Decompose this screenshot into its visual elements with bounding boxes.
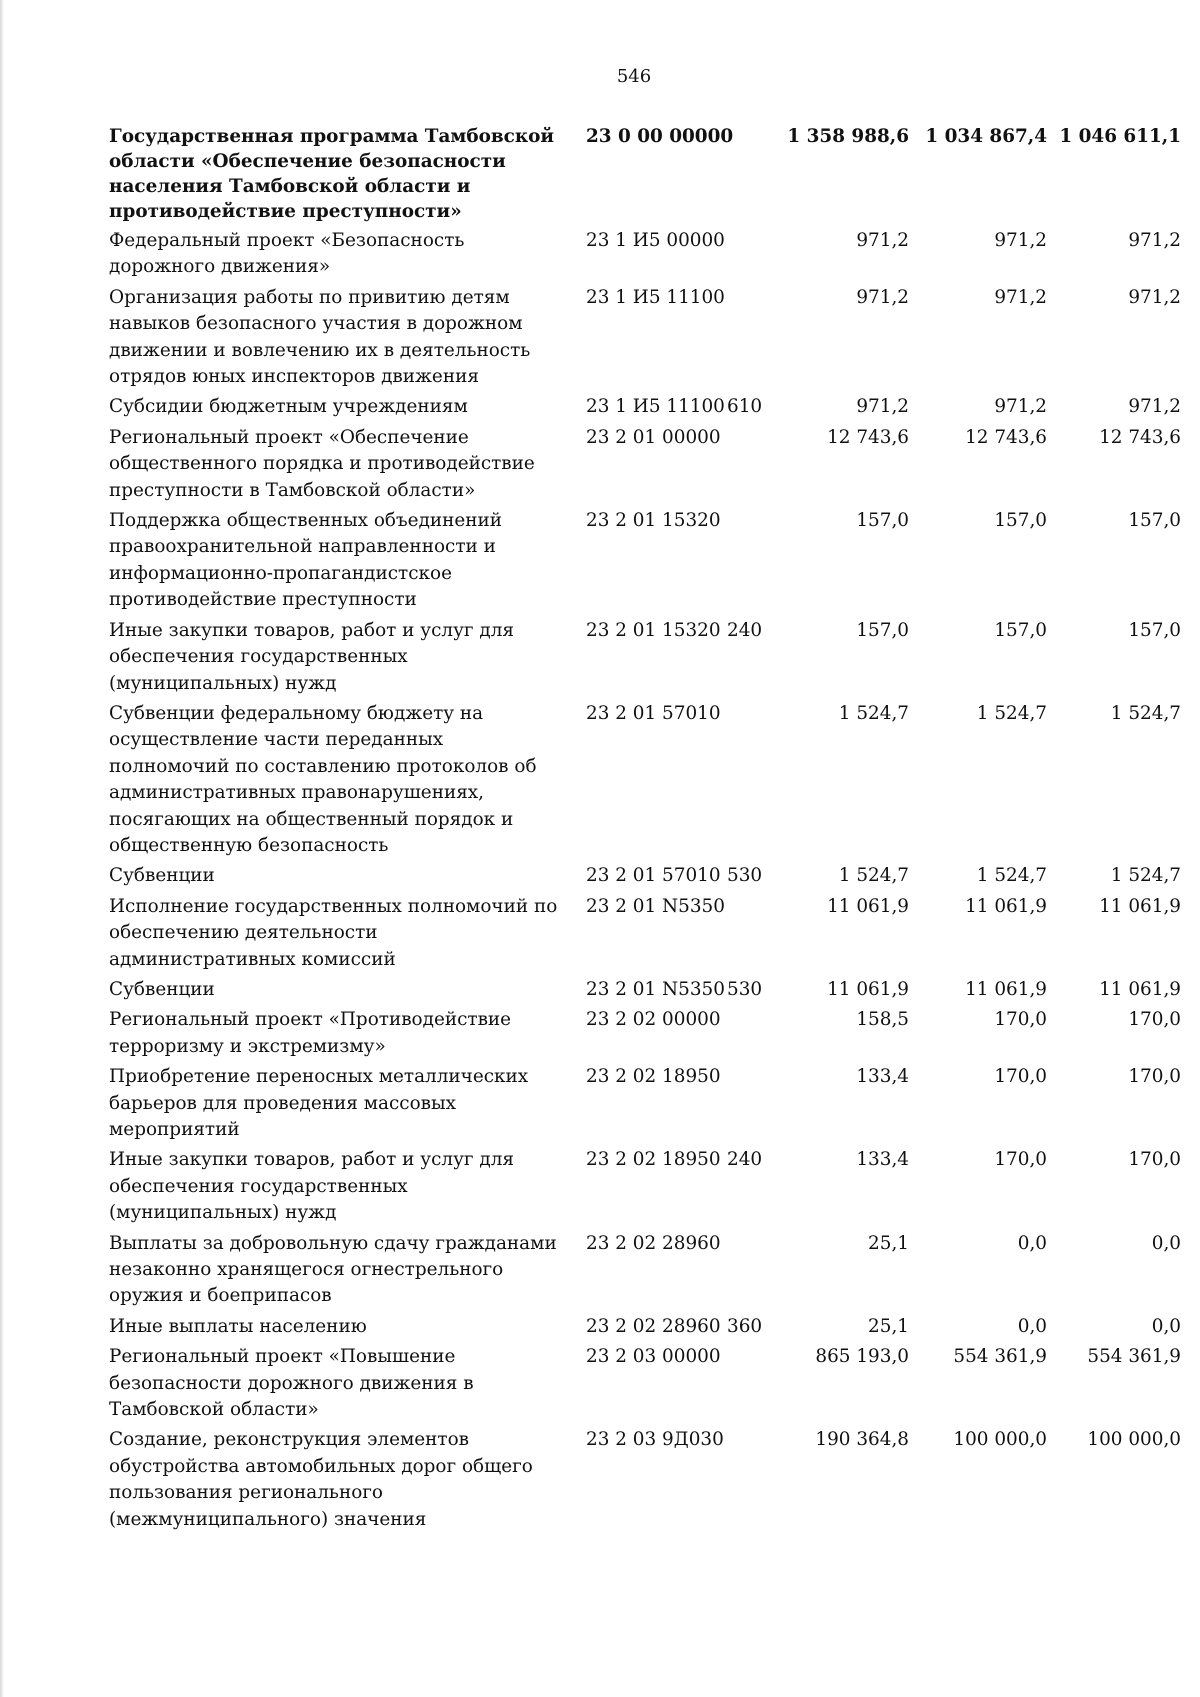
row-expense-type: 530	[727, 865, 763, 887]
row-code: 23 2 01 57010	[586, 702, 721, 724]
row-amount-year-2: 971,2	[994, 230, 1047, 251]
row-expense-type	[727, 1427, 773, 1537]
row-amount-year-2: 170,0	[994, 1009, 1047, 1031]
row-amount-year-2: 1 034 867,4	[925, 126, 1047, 147]
row-expense-type	[727, 1344, 773, 1427]
row-amount-year-3: 100 000,0	[1087, 1429, 1181, 1451]
table-row	[109, 1427, 1181, 1537]
row-amount-year-2: 971,2	[994, 286, 1047, 308]
row-name: Субвенции	[109, 978, 215, 1000]
row-amount-year-1: 1 358 988,6	[787, 126, 909, 147]
row-amount-year-1: 12 743,6	[827, 426, 909, 448]
row-code: 23 2 03 9Д030	[586, 1429, 724, 1451]
row-amount-year-3: 971,2	[1128, 230, 1181, 251]
row-amount-year-1: 133,4	[856, 1149, 909, 1171]
row-amount-year-3: 170,0	[1128, 1066, 1181, 1088]
row-name: Государственная программа Тамбовской области «Обеспечение безопасности населения Тамбовской области и противодействие преступности»	[109, 126, 555, 222]
row-amount-year-3: 971,2	[1128, 286, 1181, 308]
row-code: 23 2 03 00000	[586, 1346, 721, 1368]
row-amount-year-3: 11 061,9	[1099, 895, 1181, 917]
row-amount-year-2: 170,0	[994, 1149, 1047, 1171]
row-amount-year-1: 971,2	[856, 286, 909, 308]
row-expense-type	[727, 228, 773, 285]
row-amount-year-1: 190 364,8	[815, 1429, 909, 1451]
table-row	[109, 508, 1181, 618]
table-row	[109, 1007, 1181, 1064]
row-code: 23 0 00 00000	[586, 126, 734, 147]
table-row	[109, 701, 1181, 863]
row-expense-type	[727, 701, 773, 863]
row-amount-year-1: 1 524,7	[838, 865, 909, 887]
row-amount-year-2: 11 061,9	[965, 978, 1047, 1000]
row-amount-year-1: 11 061,9	[827, 895, 909, 917]
table-row	[109, 1147, 1181, 1230]
row-name: Иные закупки товаров, работ и услуг для обеспечения государственных (муниципальных) нужд	[109, 619, 514, 694]
row-amount-year-1: 157,0	[856, 619, 909, 641]
table-row	[109, 863, 1181, 893]
row-expense-type	[727, 894, 773, 977]
row-name: Федеральный проект «Безопасность дорожного движения»	[109, 230, 465, 278]
row-amount-year-2: 100 000,0	[953, 1429, 1047, 1451]
row-code: 23 2 01 N5350	[586, 978, 725, 1000]
row-expense-type	[727, 425, 773, 508]
row-amount-year-3: 157,0	[1128, 619, 1181, 641]
row-amount-year-2: 554 361,9	[953, 1346, 1047, 1368]
row-amount-year-3: 12 743,6	[1099, 426, 1181, 448]
row-name: Региональный проект «Обеспечение общественного порядка и противодействие преступности в Тамбовской области»	[109, 426, 535, 501]
table-row	[109, 1314, 1181, 1344]
row-amount-year-3: 170,0	[1128, 1149, 1181, 1171]
row-expense-type	[727, 1231, 773, 1314]
row-amount-year-1: 158,5	[856, 1009, 909, 1031]
row-amount-year-2: 0,0	[1017, 1232, 1047, 1254]
row-name: Исполнение государственных полномочий по обеспечению деятельности административных комиссий	[109, 895, 558, 970]
row-name: Субвенции федеральному бюджету на осуществление части переданных полномочий по составлению протоколов об административных правонарушениях, посягающих на общественный порядок и общественную безопасность	[109, 702, 537, 856]
table-row	[109, 618, 1181, 701]
row-expense-type: 530	[727, 978, 763, 1000]
row-code: 23 2 02 18950	[586, 1149, 721, 1171]
row-name: Иные закупки товаров, работ и услуг для обеспечения государственных (муниципальных) нужд	[109, 1149, 514, 1224]
scan-edge	[0, 0, 4, 1697]
row-code: 23 2 01 15320	[586, 510, 721, 532]
row-amount-year-3: 11 061,9	[1099, 978, 1181, 1000]
row-expense-type: 240	[727, 1149, 763, 1171]
row-code: 23 2 01 00000	[586, 426, 721, 448]
row-name: Выплаты за добровольную сдачу гражданами незаконно хранящегося огнестрельного оружия и боеприпасов	[109, 1232, 557, 1307]
row-expense-type	[727, 285, 773, 395]
row-amount-year-3: 1 524,7	[1110, 702, 1181, 724]
row-name: Создание, реконструкция элементов обустройства автомобильных дорог общего пользования регионального (межмуниципального) значения	[109, 1429, 533, 1530]
table-row	[109, 1064, 1181, 1147]
table-row	[109, 1231, 1181, 1314]
row-amount-year-1: 971,2	[856, 396, 909, 418]
row-expense-type	[727, 124, 773, 228]
row-amount-year-1: 971,2	[856, 230, 909, 251]
row-amount-year-3: 1 046 611,1	[1059, 126, 1181, 147]
row-code: 23 2 01 15320	[586, 619, 721, 641]
row-amount-year-2: 0,0	[1017, 1315, 1047, 1337]
row-name: Иные выплаты населению	[109, 1315, 367, 1337]
table-row	[109, 894, 1181, 977]
row-amount-year-2: 157,0	[994, 510, 1047, 532]
row-amount-year-2: 157,0	[994, 619, 1047, 641]
row-expense-type: 360	[727, 1315, 763, 1337]
row-code: 23 2 01 N5350	[586, 895, 725, 917]
table-row	[109, 425, 1181, 508]
row-amount-year-1: 11 061,9	[827, 978, 909, 1000]
row-amount-year-1: 25,1	[868, 1315, 909, 1337]
row-amount-year-3: 157,0	[1128, 510, 1181, 532]
row-expense-type	[727, 1064, 773, 1147]
row-amount-year-3: 0,0	[1151, 1232, 1181, 1254]
row-name: Организация работы по привитию детям навыков безопасного участия в дорожном движении и вовлечению их в деятельность отрядов юных инспекторов движения	[109, 286, 531, 388]
row-name: Приобретение переносных металлических барьеров для проведения массовых мероприятий	[109, 1066, 529, 1140]
budget-table	[109, 124, 1181, 1537]
row-amount-year-1: 133,4	[856, 1066, 909, 1088]
row-name: Субвенции	[109, 865, 215, 887]
row-code: 23 2 02 28960	[586, 1315, 721, 1337]
row-code: 23 2 01 57010	[586, 865, 721, 887]
row-amount-year-3: 1 524,7	[1110, 865, 1181, 887]
table-row	[109, 977, 1181, 1007]
row-name: Поддержка общественных объединений правоохранительной направленности и информационно-пропагандистское противодействие преступности	[109, 510, 503, 611]
row-amount-year-2: 1 524,7	[976, 865, 1047, 887]
table-row	[109, 124, 1181, 228]
row-amount-year-1: 865 193,0	[815, 1346, 909, 1368]
table-row	[109, 285, 1181, 395]
row-code: 23 1 И5 00000	[586, 230, 725, 251]
row-expense-type: 610	[727, 396, 763, 418]
row-expense-type: 240	[727, 619, 763, 641]
row-amount-year-3: 0,0	[1151, 1315, 1181, 1337]
table-row	[109, 228, 1181, 285]
table-body	[109, 124, 1181, 1537]
row-amount-year-2: 170,0	[994, 1066, 1047, 1088]
row-code: 23 1 И5 11100	[586, 396, 725, 418]
row-amount-year-2: 11 061,9	[965, 895, 1047, 917]
row-amount-year-1: 157,0	[856, 510, 909, 532]
row-code: 23 2 02 18950	[586, 1066, 721, 1088]
row-expense-type	[727, 508, 773, 618]
row-amount-year-3: 971,2	[1128, 396, 1181, 418]
row-expense-type	[727, 1007, 773, 1064]
row-name: Региональный проект «Противодействие терроризму и экстремизму»	[109, 1009, 512, 1057]
row-amount-year-3: 554 361,9	[1087, 1346, 1181, 1368]
row-code: 23 2 02 28960	[586, 1232, 721, 1254]
row-amount-year-3: 170,0	[1128, 1009, 1181, 1031]
row-name: Субсидии бюджетным учреждениям	[109, 396, 468, 418]
page-number: 546	[616, 66, 652, 87]
row-name: Региональный проект «Повышение безопасности дорожного движения в Тамбовской области»	[109, 1346, 474, 1421]
row-amount-year-2: 971,2	[994, 396, 1047, 418]
row-code: 23 1 И5 11100	[586, 286, 725, 308]
row-amount-year-2: 1 524,7	[976, 702, 1047, 724]
table-row	[109, 394, 1181, 424]
row-code: 23 2 02 00000	[586, 1009, 721, 1031]
row-amount-year-1: 1 524,7	[838, 702, 909, 724]
table-row	[109, 1344, 1181, 1427]
row-amount-year-1: 25,1	[868, 1232, 909, 1254]
row-amount-year-2: 12 743,6	[965, 426, 1047, 448]
